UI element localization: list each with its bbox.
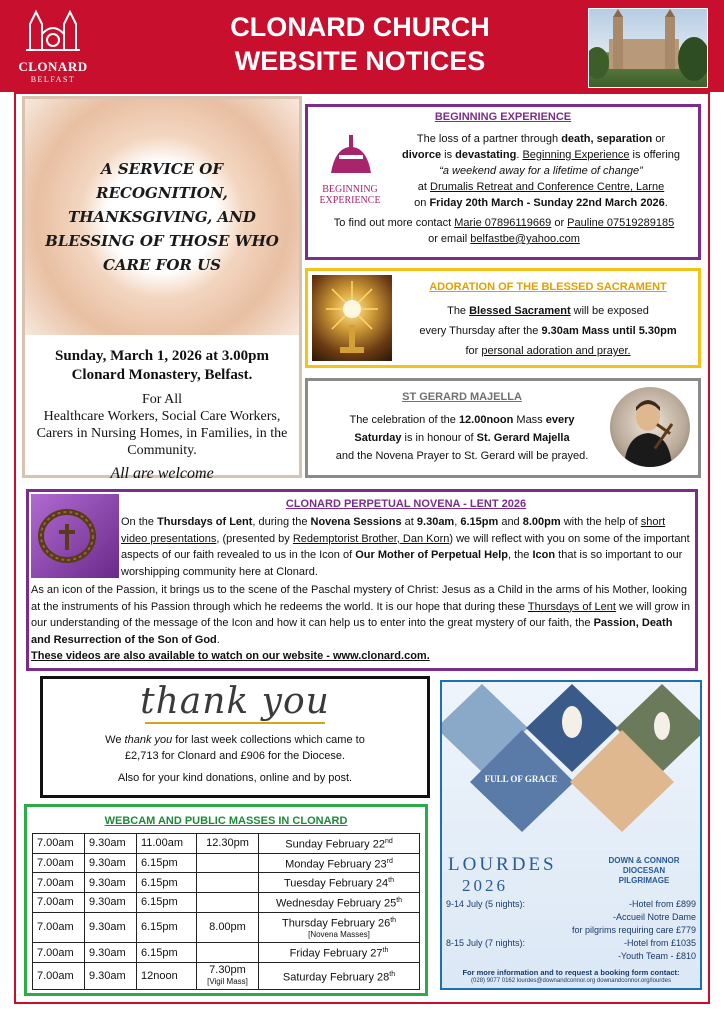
logo-sub: BELFAST	[30, 75, 76, 84]
mass-time-cell: 6.15pm	[137, 892, 197, 912]
beginning-line-4: at Drumalis Retreat and Conference Centre, Larne	[417, 181, 665, 193]
table-row	[33, 943, 420, 963]
monstrance-image	[312, 275, 392, 361]
mass-day-cell	[259, 873, 420, 893]
service-notice	[22, 96, 302, 482]
mass-time: 12.30pm	[206, 836, 249, 849]
lourdes-collage	[442, 682, 700, 832]
lourdes-poster	[440, 680, 702, 990]
thanks-line-1: We thank you for last week collections which came to	[105, 734, 365, 746]
service-welcome: All are welcome	[110, 465, 214, 482]
mass-time-cell: 12noon	[137, 962, 197, 989]
mass-day-cell	[259, 853, 420, 873]
beginning-experience-notice	[305, 104, 701, 260]
contact-pauline-link[interactable]: Pauline 07519289185	[567, 217, 675, 229]
mass-time-cell: 6.15pm	[137, 873, 197, 893]
mass-day: Saturday February 28	[282, 971, 390, 984]
mass-time-cell: 11.00am	[137, 834, 197, 854]
mass-time-cell: 9.30am	[85, 853, 137, 873]
clonard-logo	[8, 8, 98, 88]
hands-image	[25, 99, 299, 335]
gerard-line-2: Saturday is in honour of St. Gerard Majella	[354, 432, 570, 444]
mass-time-cell: 6.15pm	[137, 943, 197, 963]
mass-time-cell: 7.00am	[33, 853, 85, 873]
mass-day: Tuesday February 24	[284, 877, 389, 890]
table-row	[33, 853, 420, 873]
service-overlay-title: A SERVICE OF RECOGNITION, THANKSGIVING, AND BLESSING OF THOSE WHO CARE FOR US	[45, 160, 279, 274]
mass-time-cell	[197, 912, 259, 943]
mass-time-cell: 7.00am	[33, 834, 85, 854]
org-line-1: DOWN & CONNOR	[608, 856, 680, 865]
mass-time-cell: 9.30am	[85, 943, 137, 963]
gerard-line-1: The celebration of the 12.00noon Mass every	[349, 414, 575, 426]
email-link[interactable]: belfastbe@yahoo.com	[470, 233, 580, 245]
mass-time-cell	[197, 873, 259, 893]
lourdes-title: LOURDES	[448, 854, 557, 875]
service-for-all: For All	[141, 392, 183, 407]
novena-title: CLONARD PERPETUAL NOVENA - LENT 2026	[285, 498, 527, 510]
masses-table	[32, 833, 420, 990]
mass-time-cell: 9.30am	[85, 834, 137, 854]
crown-of-thorns-icon	[31, 494, 119, 578]
mass-note: [Vigil Mass]	[207, 976, 248, 986]
mass-time-cell: 6.15pm	[137, 912, 197, 943]
thank-you-script: thank you	[140, 681, 330, 722]
mass-day: Wednesday February 25	[275, 897, 397, 910]
gerard-title: ST GERARD MAJELLA	[402, 391, 522, 403]
adoration-notice	[305, 268, 701, 368]
mass-time: 7.30pm	[209, 963, 246, 976]
table-row	[33, 892, 420, 912]
table-row	[33, 873, 420, 893]
novena-website-link[interactable]: These videos are also available to watch on our website - www.clonard.com.	[31, 650, 430, 662]
mass-day-suffix: th	[382, 947, 389, 955]
adoration-line-2: every Thursday after the 9.30am Mass until 5.30pm	[419, 325, 677, 337]
beginning-line-5: on Friday 20th March - Sunday 22nd March 2026.	[414, 197, 668, 209]
adoration-line-3: for personal adoration and prayer.	[465, 345, 631, 357]
contact-marie-link[interactable]: Marie 07896119669	[454, 217, 552, 229]
table-row	[33, 962, 420, 989]
mass-time-cell	[197, 943, 259, 963]
title-line-2: WEBSITE NOTICES	[234, 46, 486, 76]
page-title	[180, 10, 540, 78]
thanks-line-3: Also for your kind donations, online and by post.	[117, 772, 353, 784]
novena-notice	[26, 489, 698, 671]
full-of-grace-label: FULL OF GRACE	[484, 774, 558, 784]
mass-time-cell: 9.30am	[85, 962, 137, 989]
service-date: Sunday, March 1, 2026 at 3.00pm	[55, 348, 269, 364]
mass-time-cell: 7.00am	[33, 873, 85, 893]
title-line-1: CLONARD CHURCH	[230, 12, 490, 42]
beginning-line-7: or email belfastbe@yahoo.com	[428, 233, 580, 245]
mass-day: Thursday February 26	[281, 917, 391, 930]
novena-paragraph-1: On the Thursdays of Lent, during the Novena Sessions at 9.30am, 6.15pm and 8.00pm with the help of short video presentations, (presented by Redemptorist Brother, Dan Korn) we will reflect with you on some of the important aspects of our faith revealed to us in the Icon of Our Mother of Perpetual Help, the Icon that is so important to our worshipping community here at Clonard.	[121, 516, 690, 578]
lourdes-contact: (028) 9077 0162 lourdes@downandconnor.org downandconnor.org/lourdes	[471, 978, 671, 984]
mass-day-suffix: th	[396, 896, 403, 904]
mass-day: Monday February 23	[285, 858, 387, 871]
org-line-2: DIOCESAN	[622, 866, 666, 875]
beginning-line-1: The loss of a partner through death, separation or	[416, 133, 666, 145]
lourdes-footer: For more information and to request a booking form contact:	[462, 968, 680, 977]
beginning-title: BEGINNING EXPERIENCE	[434, 111, 572, 123]
beginning-line-2: divorce is devastating. Beginning Experience is offering	[401, 149, 681, 161]
beginning-line-3: “a weekend away for a lifetime of change”	[439, 165, 643, 177]
lourdes-prices: 9-14 July (5 nights): -Hotel from £899 -Accueil Notre Dame for pilgrims requiring care £779 8-15 July (7 nights): -Hotel from £1035 -Youth Team - £810	[446, 899, 696, 961]
mass-time-cell	[197, 853, 259, 873]
st-gerard-notice	[305, 378, 701, 478]
page-header	[0, 0, 724, 92]
masses-notice	[24, 804, 428, 996]
adoration-title: ADORATION OF THE BLESSED SACRAMENT	[429, 281, 667, 293]
logo-text-1: BEGINNING	[322, 184, 378, 195]
novena-paragraph-2: As an icon of the Passion, it brings us to the scene of the Paschal mystery of Christ: Jesus as a Child in the arms of his Mother, looking at the instruments of his Passion through which he redeems the world. It is our hope that during these Thursdays of Lent we will grow in our understanding of the message of the Icon and how it can help us to enter into the great mystery of our faith, the Passion, Death and Resurrection of the Son of God.	[31, 584, 690, 646]
mass-time-cell: 9.30am	[85, 873, 137, 893]
beginning-body	[386, 131, 696, 211]
mass-time-cell: 9.30am	[85, 892, 137, 912]
monstrance-icon	[312, 275, 392, 361]
thank-you-notice	[40, 676, 430, 798]
adoration-line-1: The Blessed Sacrament will be exposed	[447, 305, 649, 317]
gerard-body	[312, 411, 612, 465]
logo-name: CLONARD	[18, 59, 88, 74]
service-audience: Healthcare Workers, Social Care Workers, Carers in Nursing Homes, in Families, in the Community.	[36, 409, 288, 458]
logo-text-2: EXPERIENCE	[319, 195, 381, 206]
mass-day-suffix: th	[388, 877, 394, 885]
church-photo	[588, 8, 708, 88]
mass-time-cell	[197, 892, 259, 912]
gold-underline	[145, 722, 325, 724]
gerard-line-3: and the Novena Prayer to St. Gerard will be prayed.	[335, 450, 589, 462]
crown-of-thorns-image	[31, 494, 119, 578]
cross-logo-icon	[325, 129, 375, 179]
beginning-line-6: To find out more contact Marie 07896119669 or Pauline 07519289185	[333, 217, 675, 229]
table-row	[33, 834, 420, 854]
mass-day-cell	[259, 834, 420, 854]
mass-day: Friday February 27	[289, 947, 383, 960]
lourdes-year: 2026	[462, 876, 508, 895]
mass-day-suffix: nd	[384, 838, 393, 845]
mass-day-cell	[259, 912, 420, 943]
mass-day-cell	[259, 962, 420, 989]
org-line-3: PILGRIMAGE	[618, 876, 670, 885]
mass-time-cell: 7.00am	[33, 962, 85, 989]
mass-day-suffix: th	[389, 970, 396, 978]
mass-time-cell	[197, 962, 259, 989]
mass-time-cell: 7.00am	[33, 912, 85, 943]
adoration-body	[398, 301, 698, 361]
mass-day-cell	[259, 892, 420, 912]
mass-time-cell: 9.30am	[85, 912, 137, 943]
mass-day-cell	[259, 943, 420, 963]
service-place: Clonard Monastery, Belfast.	[71, 367, 253, 383]
mass-time-cell: 7.00am	[33, 892, 85, 912]
mass-time-cell	[197, 834, 259, 854]
mass-day-note: [Novena Masses]	[308, 930, 370, 940]
masses-title: WEBCAM AND PUBLIC MASSES IN CLONARD	[104, 815, 348, 827]
mass-time-cell: 7.00am	[33, 943, 85, 963]
mass-day-suffix: rd	[386, 857, 393, 865]
mass-time-cell: 6.15pm	[137, 853, 197, 873]
mass-day-suffix: th	[390, 916, 397, 924]
mass-time: 8.00pm	[209, 920, 246, 933]
st-gerard-portrait	[610, 387, 690, 467]
mass-day: Sunday February 22	[285, 838, 385, 851]
beginning-experience-logo	[316, 129, 384, 217]
table-row	[33, 912, 420, 943]
thanks-line-2: £2,713 for Clonard and £906 for the Diocese.	[124, 750, 346, 762]
church-logo-icon	[22, 8, 84, 52]
diocese-label	[592, 856, 696, 886]
